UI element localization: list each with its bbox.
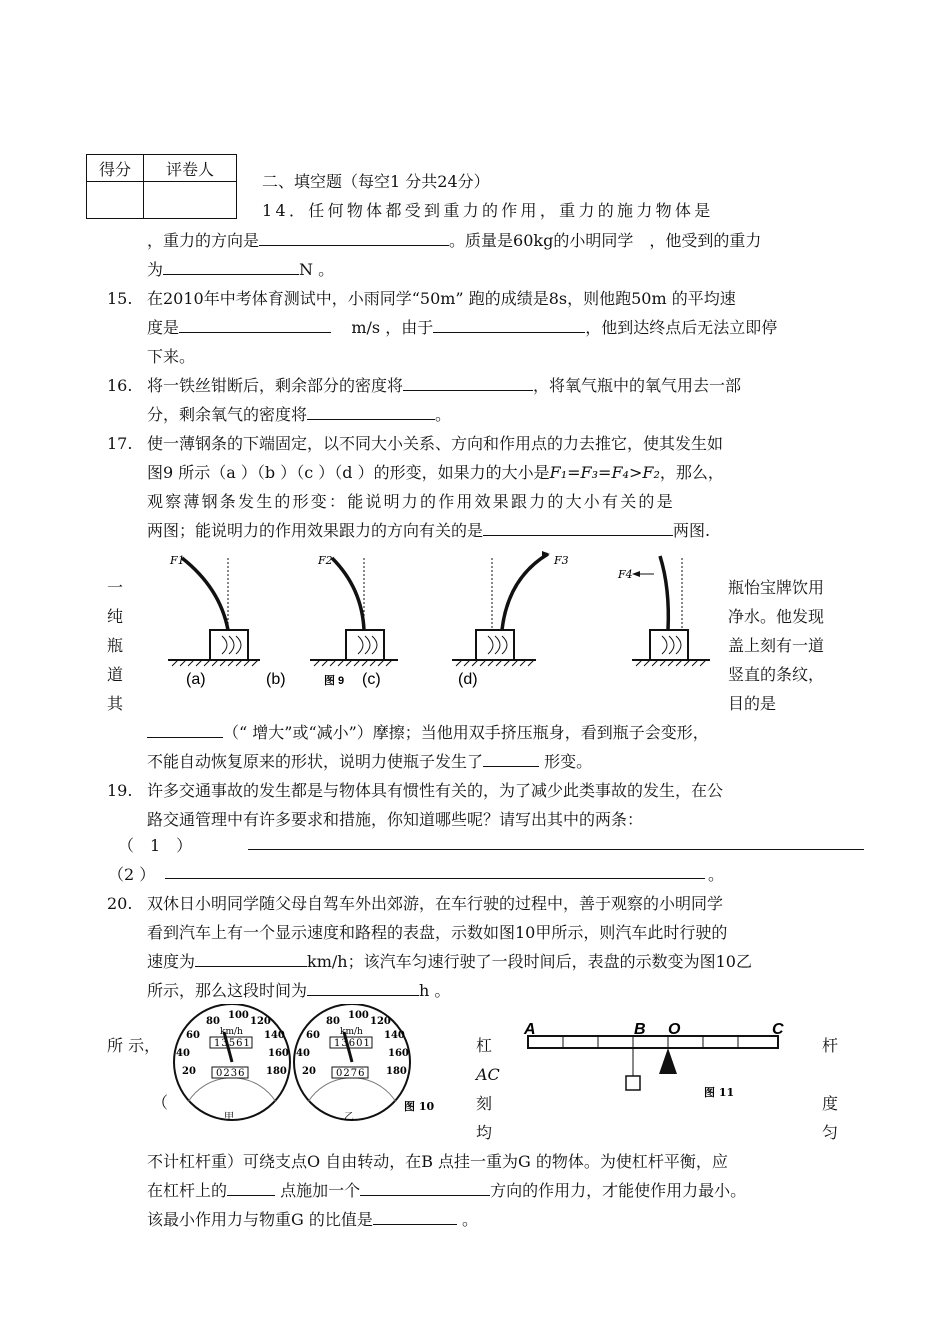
tick: 20 xyxy=(302,1066,316,1077)
tick: 60 xyxy=(186,1030,200,1041)
tick: 180 xyxy=(386,1066,407,1077)
q17-line2: 图9 所示（a ）（b ）（c ）（d ）的形变，如果力的大小是F₁=F₃=F₄>F₂，那么， xyxy=(147,463,724,482)
score-table xyxy=(86,154,237,219)
answer-blank[interactable] xyxy=(373,1210,457,1225)
q15-line2: 度是 m/s ，由于 ，他到达终点后无法立即停 xyxy=(147,318,778,337)
q21-right-1: 杆 xyxy=(822,1036,839,1055)
label-b: (b) xyxy=(266,671,286,688)
q19-item1-label: （ 1 ） xyxy=(118,836,193,855)
q21-mid-3: 刻 xyxy=(476,1094,493,1113)
tick: 100 xyxy=(348,1010,369,1021)
figure-9 xyxy=(150,548,710,698)
q14-line2: ，重力的方向是 。质量是60kg的小明同学 ，他受到的重力 xyxy=(147,231,762,250)
force-relation: F₁=F₃=F₄>F₂ xyxy=(549,463,660,482)
q21-line1: 不计杠杆重）可绕支点O 自由转动，在B 点挂一重为G 的物体。为使杠杆平衡，应 xyxy=(147,1152,728,1171)
q18-right-1: 瓶怡宝牌饮用 xyxy=(728,578,825,597)
q21-mid-2: AC xyxy=(476,1065,500,1084)
q15-line3: 下来。 xyxy=(147,347,196,366)
q17-line1: 使一薄钢条的下端固定，以不同大小关系、方向和作用点的力去推它，使其发生如 xyxy=(147,434,724,453)
tick: 180 xyxy=(266,1066,287,1077)
unit-label: km/h xyxy=(220,1027,243,1037)
q18-right-5: 目的是 xyxy=(728,694,777,713)
tick: 40 xyxy=(296,1048,310,1059)
q20-number: 20. xyxy=(107,894,133,913)
q14-line3: 为 N 。 xyxy=(147,260,335,279)
point-o: O xyxy=(668,1021,681,1038)
q21-left-2: （ xyxy=(152,1093,169,1112)
trip-jia: 0236 xyxy=(216,1068,246,1079)
tick: 40 xyxy=(176,1048,190,1059)
q20-line3: 速度为 km/h；该汽车匀速行驶了一段时间后，表盘的示数变为图10乙 xyxy=(147,952,752,971)
q21-line2: 在杠杆上的 点施加一个 方向的作用力，才能使作用力最小。 xyxy=(147,1181,747,1200)
speedometer-jia xyxy=(174,1004,290,1120)
answer-blank[interactable] xyxy=(259,231,449,246)
score-header: 得分 xyxy=(87,155,144,182)
steel-strip-a xyxy=(168,558,260,666)
q21-right-3: 匀 xyxy=(822,1123,839,1142)
answer-blank[interactable] xyxy=(163,260,299,275)
tick: 120 xyxy=(370,1016,391,1027)
grader-cell[interactable] xyxy=(144,182,237,219)
q20-line4: 所示，那么这段时间为 h 。 xyxy=(147,981,451,1000)
answer-blank[interactable] xyxy=(483,752,539,767)
speedometer-yi xyxy=(294,1004,410,1120)
q18-line1: （“ 增大”或“减小”）摩擦；当他用双手挤压瓶身，看到瓶子会变形， xyxy=(147,723,709,742)
odometer-yi: 13601 xyxy=(334,1038,371,1049)
q16-line2: 分，剩余氧气的密度将 。 xyxy=(147,405,452,424)
answer-blank[interactable] xyxy=(195,952,307,967)
answer-blank[interactable] xyxy=(307,981,419,996)
q19-line1: 许多交通事故的发生都是与物体具有惯性有关的，为了减少此类事故的发生，在公 xyxy=(147,781,724,800)
q18-left-1: 一 xyxy=(107,578,124,597)
q19-answer-line-2[interactable] xyxy=(165,866,705,879)
tick: 80 xyxy=(206,1016,220,1027)
label-c: (c) xyxy=(362,671,381,688)
label-f1: F1 xyxy=(170,554,185,567)
tick: 140 xyxy=(264,1030,285,1041)
tick: 160 xyxy=(268,1048,289,1059)
q18-right-2: 净水。他发现 xyxy=(728,607,825,626)
q18-left-3: 瓶 xyxy=(107,636,124,655)
label-f3: F3 xyxy=(554,554,569,567)
q16-number: 16. xyxy=(107,376,133,395)
tick: 120 xyxy=(250,1016,271,1027)
grader-header: 评卷人 xyxy=(144,155,237,182)
q15-line1: 在2010年中考体育测试中，小雨同学“50m” 跑的成绩是8s，则他跑50m 的平均速 xyxy=(147,289,736,308)
q15-number: 15. xyxy=(107,289,133,308)
fulcrum xyxy=(659,1048,677,1074)
point-c: C xyxy=(772,1021,784,1038)
score-cell[interactable] xyxy=(87,182,144,219)
figure-11 xyxy=(522,1018,797,1108)
tick: 100 xyxy=(228,1010,249,1021)
tick: 60 xyxy=(306,1030,320,1041)
tick: 20 xyxy=(182,1066,196,1077)
steel-strip-d xyxy=(632,556,710,666)
answer-blank[interactable] xyxy=(360,1181,490,1196)
label-jia: 甲 xyxy=(224,1112,234,1123)
label-f4: F4 xyxy=(618,568,633,581)
answer-blank[interactable] xyxy=(433,318,585,333)
q21-mid-4: 均 xyxy=(476,1123,493,1142)
weight-block xyxy=(626,1076,640,1090)
tick: 80 xyxy=(326,1016,340,1027)
q19-line2: 路交通管理中有许多要求和措施，你知道哪些呢？请写出其中的两条： xyxy=(147,810,644,829)
q19-number: 19. xyxy=(107,781,133,800)
q21-right-2: 度 xyxy=(822,1094,839,1113)
q16-line1: 将一铁丝钳断后，剩余部分的密度将 ，将氧气瓶中的氧气用去一部 xyxy=(147,376,742,395)
q21-mid-1: 杠 xyxy=(476,1036,493,1055)
q17-line4: 两图；能说明力的作用效果跟力的方向有关的是 两图. xyxy=(147,521,711,540)
q18-left-4: 道 xyxy=(107,665,124,684)
point-b: B xyxy=(634,1021,646,1038)
label-f2: F2 xyxy=(318,554,333,567)
q19-end: 。 xyxy=(708,865,725,884)
answer-blank[interactable] xyxy=(483,521,673,536)
tick: 160 xyxy=(388,1048,409,1059)
figure-11-caption: 图 11 xyxy=(704,1086,735,1099)
trip-yi: 0276 xyxy=(336,1068,366,1079)
q18-left-5: 其 xyxy=(107,694,124,713)
answer-blank[interactable] xyxy=(179,318,331,333)
odometer-jia: 13561 xyxy=(214,1038,251,1049)
tick: 140 xyxy=(384,1030,405,1041)
q17-line3: 观察薄钢条发生的形变：能说明力的作用效果跟力的大小有关的是 xyxy=(147,492,675,511)
q18-right-3: 盖上刻有一道 xyxy=(728,636,825,655)
figure-10-caption: 图 10 xyxy=(404,1100,435,1113)
answer-blank[interactable] xyxy=(307,405,435,420)
label-yi: 乙 xyxy=(344,1112,354,1123)
answer-blank[interactable] xyxy=(403,376,533,391)
point-a: A xyxy=(524,1021,536,1038)
q14-line1: 14．任何物体都受到重力的作用，重力的施力物体是 xyxy=(262,201,714,220)
q17-number: 17. xyxy=(107,434,133,453)
steel-strip-c xyxy=(452,551,550,666)
q18-left-2: 纯 xyxy=(107,607,124,626)
figure-9-caption: 图 9 xyxy=(324,675,345,687)
q19-answer-line-1[interactable] xyxy=(248,837,864,850)
figure-10 xyxy=(168,1004,440,1126)
answer-blank[interactable] xyxy=(227,1181,275,1196)
label-a: (a) xyxy=(186,671,206,688)
section-title: 二、填空题（每空1 分共24分） xyxy=(262,172,490,191)
q18-line2: 不能自动恢复原来的形状，说明力使瓶子发生了 形变。 xyxy=(147,752,593,771)
steel-strip-b xyxy=(310,558,398,666)
q21-left-1: 所 示， xyxy=(107,1036,161,1055)
q18-right-4: 竖直的条纹， xyxy=(728,665,825,684)
unit-label: km/h xyxy=(340,1027,363,1037)
answer-blank[interactable] xyxy=(147,723,223,738)
q19-item2-label: （2 ） xyxy=(108,865,156,884)
lever-bar xyxy=(528,1036,778,1048)
q20-line2: 看到汽车上有一个显示速度和路程的表盘，示数如图10甲所示，则汽车此时行驶的 xyxy=(147,923,728,942)
q20-line1: 双休日小明同学随父母自驾车外出郊游，在车行驶的过程中，善于观察的小明同学 xyxy=(147,894,724,913)
label-d: (d) xyxy=(458,671,478,688)
q21-line3: 该最小作用力与物重G 的比值是 。 xyxy=(147,1210,478,1229)
